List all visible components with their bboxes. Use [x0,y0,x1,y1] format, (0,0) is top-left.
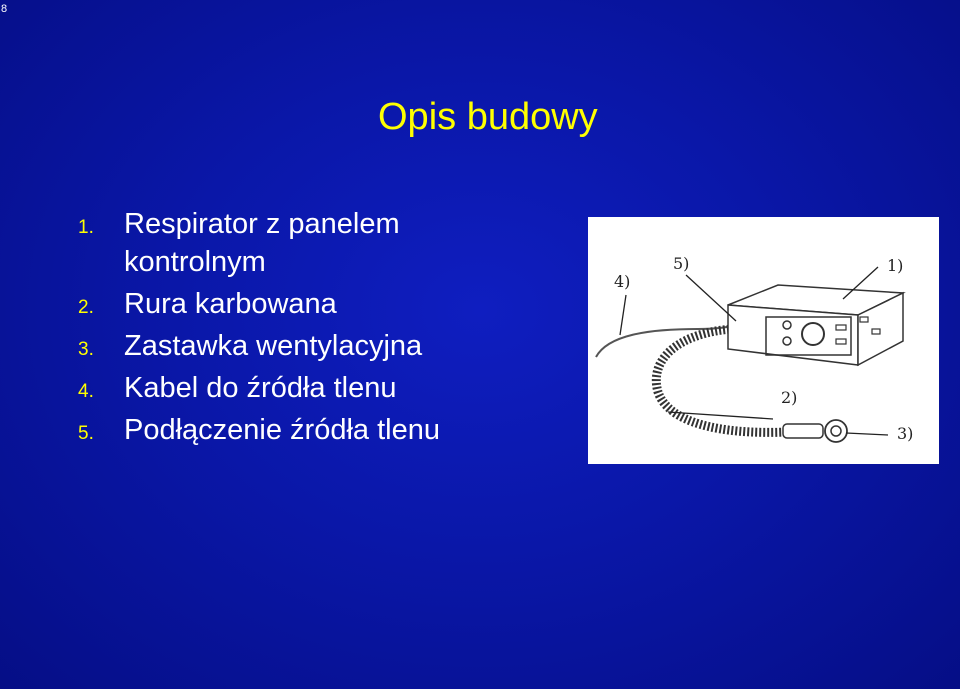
list-item-text: Respirator z panelem kontrolnym [124,208,400,278]
control-knob [802,323,824,345]
list-item [78,205,498,281]
list-item-number: 3. [78,339,94,360]
respirator-side [728,305,858,365]
list-item-text: Kabel do źródła tlenu [124,372,397,404]
list-item-number: 4. [78,381,94,402]
slide-number: 8 [1,3,8,15]
respirator-diagram [588,217,939,464]
list-item-text: Zastawka wentylacyjna [124,330,423,362]
label-4: 4) [614,272,631,291]
list-item-number: 5. [78,423,94,444]
label-1: 1) [887,256,904,275]
list-item [78,369,498,407]
label-5: 5) [673,254,690,273]
list-item [78,411,498,449]
valve-connector [783,424,823,438]
list-item [78,285,498,323]
list-item-text: Podłączenie źródła tlenu [124,414,440,446]
list-item-number: 2. [78,297,94,318]
label-3: 3) [897,424,914,443]
page-title: Opis budowy [378,96,598,138]
oxygen-source-connector [825,420,847,442]
list-item-text: Rura karbowana [124,288,337,320]
respirator-drawing [588,217,939,464]
list-item-number: 1. [78,217,94,238]
list-item [78,327,498,365]
component-list [78,205,498,453]
label-2: 2) [781,388,798,407]
